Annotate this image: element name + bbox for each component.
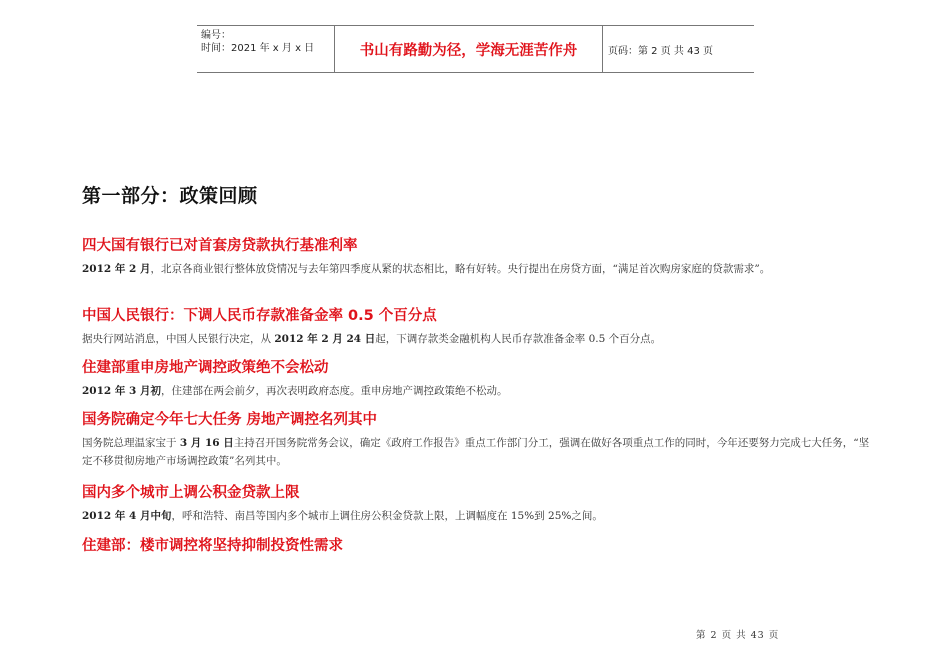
section-heading: 四大国有银行已对首套房贷款执行基准利率 <box>82 238 358 254</box>
section-paragraph: 2012 年 3 月初，住建部在两会前夕，再次表明政府态度。重申房地产调控政策绝不松动。 <box>82 385 508 397</box>
date-text: 2012 年 3 月初 <box>82 385 161 397</box>
page-header <box>197 25 754 73</box>
section-heading: 国务院确定今年七大任务 房地产调控名列其中 <box>82 412 378 428</box>
section-paragraph: 2012 年 2 月，北京各商业银行整体放贷情况与去年第四季度从紧的状态相比，略有好转。央行提出在房贷方面，“满足首次购房家庭的贷款需求”。 <box>82 263 771 275</box>
page-title: 第一部分：政策回顾 <box>82 185 258 207</box>
section-paragraph: 国务院总理温家宝于 3 月 16 日主持召开国务院常务会议，确定《政府工作报告》重点工作部门分工，强调在做好各项重点工作的同时，今年还要努力完成七大任务，“坚定不移贯彻房地产市场调控政策”名列其中。 <box>82 437 870 467</box>
date-text: 3 月 16 日 <box>179 437 234 449</box>
section-paragraph: 据央行网站消息，中国人民银行决定，从 2012 年 2 月 24 日起，下调存款类金融机构人民币存款准备金率 0.5 个百分点。 <box>82 333 662 345</box>
date-text: 2012 年 2 月 24 日 <box>274 333 376 345</box>
section-5 <box>82 483 872 525</box>
page-footer: 第 2 页 共 43 页 <box>696 630 780 641</box>
section-2 <box>82 306 872 348</box>
section-heading: 中国人民银行：下调人民币存款准备金率 0.5 个百分点 <box>82 308 437 324</box>
section-heading: 国内多个城市上调公积金贷款上限 <box>82 485 300 501</box>
time-label: 时间：2021 年 x 月 x 日 <box>201 43 315 54</box>
date-text: 2012 年 4 月中旬 <box>82 510 172 522</box>
section-paragraph: 2012 年 4 月中旬，呼和浩特、南昌等国内多个城市上调住房公积金贷款上限，上调幅度在 15%到 25%之间。 <box>82 510 603 522</box>
date-text: 2012 年 2 月 <box>82 263 151 275</box>
header-meta <box>197 26 335 72</box>
section-heading: 住建部：楼市调控将坚持抑制投资性需求 <box>82 538 343 554</box>
section-6 <box>82 536 872 556</box>
section-4 <box>82 410 872 470</box>
header-motto: 书山有路勤为径，学海无涯苦作舟 <box>335 26 603 72</box>
section-heading: 住建部重申房地产调控政策绝不会松动 <box>82 360 329 376</box>
section-1 <box>82 236 872 278</box>
number-label: 编号： <box>201 30 231 41</box>
section-3 <box>82 358 872 400</box>
header-page-label: 页码：第 2 页 共 43 页 <box>608 45 713 57</box>
